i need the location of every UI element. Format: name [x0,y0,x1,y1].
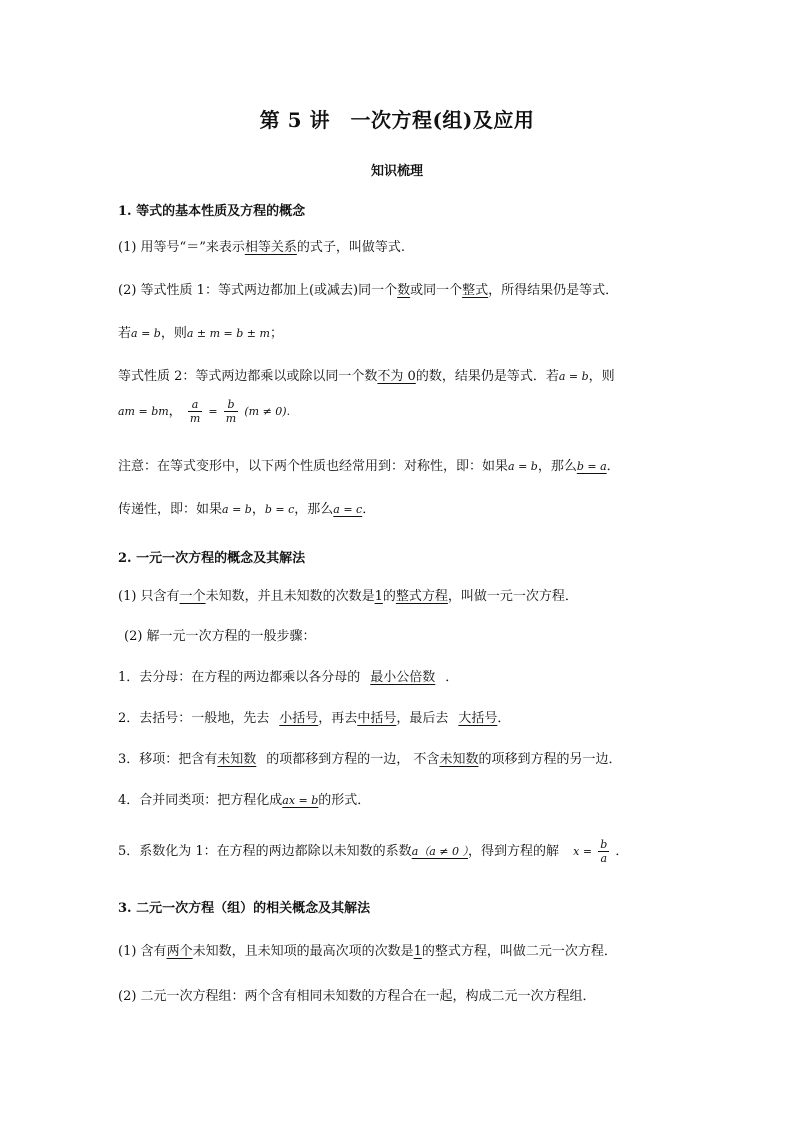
s1-paragraph-7: 传递性，即：如果a = b，b = c，那么a = c． [118,502,376,517]
fraction-b-over-a: $\frac{b}{a}$ [600,838,608,865]
step-4: 4．合并同类项：把方程化成ax = b的形式． [118,793,371,808]
fraction-a-over-m: $\frac{a}{m}$ [189,398,201,425]
answer-blank: 相等关系 [244,240,297,255]
answer-blank: 中括号 [357,711,397,726]
s1-paragraph-6: 注意：在等式变形中，以下两个性质也经常用到：对称性，即：如果a = b，那么b = a． [118,459,620,474]
section-1-heading: 1. 等式的基本性质及方程的概念 [118,204,306,219]
answer-blank: a = c [333,503,363,516]
s1-paragraph-2: (2) 等式性质 1：等式两边都加上(或减去)同一个数或同一个整式，所得结果仍是等式． [118,283,619,298]
answer-blank: 数 [397,283,411,298]
answer-blank: 1 [413,944,422,959]
s2-paragraph-2: (2) 解一元一次方程的一般步骤： [124,629,316,644]
math-expression: a = b [131,327,161,340]
answer-blank: 最小公倍数 [370,670,436,685]
math-expression: a = b [222,503,252,516]
step-3: 3．移项：把含有未知数 的项都移到方程的一边， 不含未知数的项移到方程的另一边． [118,752,622,767]
fraction-b-over-m: $\frac{b}{m}$ [225,398,237,425]
answer-blank: 不为 0 [377,369,416,384]
answer-blank: ax = b [282,794,319,807]
s1-formula-line: am = bm， $\frac{a}{m}$ = $\frac{b}{m}$ (m ≠ 0). [118,398,291,425]
answer-blank: a（a ≠ 0 ） [411,845,469,858]
answer-blank: b = a [576,460,607,473]
s1-paragraph-4: 等式性质 2：等式两边都乘以或除以同一个数不为 0的数，结果仍是等式．若a = b，则 [118,369,615,384]
section-subtitle: 知识梳理 [370,164,423,179]
math-expression: a = b [558,370,589,383]
step-2: 2．去括号：一般地，先去 小括号，再去中括号，最后去 大括号． [118,711,511,726]
step-5: 5．系数化为 1：在方程的两边都除以未知数的系数a（a ≠ 0 ），得到方程的解 x = $\frac{b}{a}$ ． [118,838,629,865]
answer-blank: 一个 [179,589,206,604]
section-3-heading: 3. 二元一次方程（组）的相关概念及其解法 [118,901,371,916]
page-title: 第 5 讲 一次方程(组)及应用 [259,108,535,132]
math-expression: a = b [508,460,538,473]
step-1: 1．去分母：在方程的两边都乘以各分母的 最小公倍数 ． [118,670,459,685]
s1-paragraph-3: 若a = b，则a ± m = b ± m； [118,326,283,341]
answer-blank: 未知数 [439,752,479,767]
answer-blank: 大括号 [458,711,498,726]
math-expression: a ± m = b ± m [186,327,270,340]
answer-blank: 1 [374,589,383,604]
answer-blank: 小括号 [279,711,319,726]
s1-paragraph-1: (1) 用等号“＝”来表示相等关系的式子，叫做等式. [118,240,405,255]
s3-paragraph-1: (1) 含有两个未知数，且未知项的最高次项的次数是1的整式方程，叫做二元一次方程． [118,944,617,959]
answer-blank: 整式 [462,283,489,298]
answer-blank: 未知数 [217,752,257,767]
section-2-heading: 2. 一元一次方程的概念及其解法 [118,551,306,566]
solution-x: x = [573,845,593,858]
math-expression: b = c [264,503,295,516]
math-condition: (m ≠ 0) [244,405,287,418]
answer-blank: 整式方程 [395,589,448,604]
math-expression: am = bm [118,405,169,418]
s3-paragraph-2: (2) 二元一次方程组：两个含有相同未知数的方程合在一起，构成二元一次方程组． [118,989,596,1004]
s2-paragraph-1: (1) 只含有一个未知数，并且未知数的次数是1的整式方程，叫做一元一次方程． [118,589,578,604]
answer-blank: 两个 [166,944,193,959]
